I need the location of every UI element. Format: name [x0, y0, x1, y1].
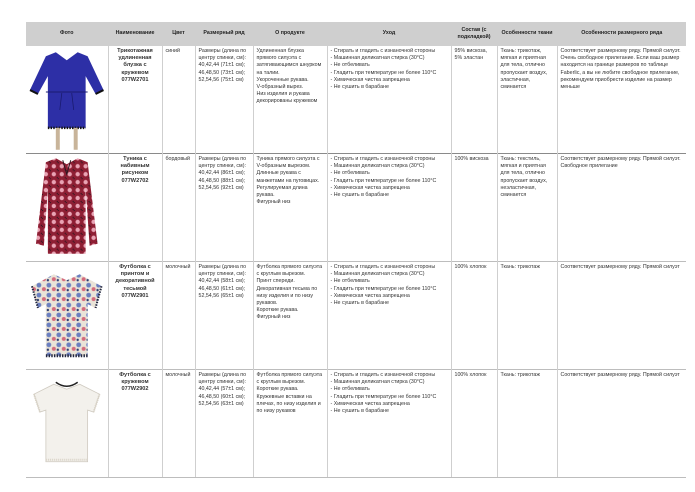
- product-photo: [26, 370, 108, 478]
- header-care: Уход: [327, 22, 451, 46]
- header-about: О продукте: [253, 22, 327, 46]
- product-photo: [26, 46, 108, 154]
- product-about: Футболка прямого силуэта с круглым вырезом. Короткие рукава. Кружевные вставки на плечах, по низу изделия и по низу рукавов: [253, 370, 327, 478]
- product-photo: [26, 262, 108, 370]
- product-fabric: Ткань: текстиль, мягкая и приятная для тела, отлично пропускает воздух, неэластичная, сминается: [497, 154, 557, 262]
- product-sizes: Размеры (длина по центру спинки, см): 40,42,44 (71±1 см); 46,48,50 (73±1 см); 52,54,56 (75±1 см): [195, 46, 253, 154]
- table-row: [26, 262, 686, 370]
- product-about: Удлиненная блузка прямого силуэта с затягивающимся шнурком на талии. Укороченные рукава. V-образный вырез. Низ изделия и рукава декорированы кружевом: [253, 46, 327, 154]
- product-sizes: Размеры (длина по центру спинки, см): 40,42,44 (86±1 см); 46,48,50 (88±1 см); 52,54,56 (92±1 см): [195, 154, 253, 262]
- table-row: [26, 46, 686, 154]
- product-care: - Стирать и гладить с изнаночной стороны - Машинная деликатная стирка (30°С) - Не отбеливать - Гладить при температуре не более 110°С - Химическая чистка запрещена - Не сушить в барабане: [327, 154, 451, 262]
- product-composition: 100% хлопок: [451, 370, 497, 478]
- product-color: бордовый: [162, 154, 195, 262]
- product-color: синий: [162, 46, 195, 154]
- product-fit: Соответствует размерному ряду. Прямой силуэт. Свободное прилегание: [557, 154, 686, 262]
- product-composition: 100% вискоза: [451, 154, 497, 262]
- tunic-image: [26, 154, 108, 261]
- product-photo: [26, 154, 108, 262]
- product-table: [26, 22, 686, 478]
- product-sizes: Размеры (длина по центру спинки, см): 40,42,44 (57±1 см); 46,48,50 (60±1 см); 52,54,56 (63±1 см): [195, 370, 253, 478]
- header-fabric: Особенности ткани: [497, 22, 557, 46]
- product-fabric: Ткань: трикотаж: [497, 262, 557, 370]
- product-care: - Стирать и гладить с изнаночной стороны - Машинная деликатная стирка (30°С) - Не отбеливать - Гладить при температуре не более 110°С - Химическая чистка запрещена - Не сушить в барабане: [327, 46, 451, 154]
- product-name: Футболка с принтом и декоративной тесьмой 077W2901: [108, 262, 162, 370]
- product-name: Трикотажная удлиненная блузка с кружевом 077W2701: [108, 46, 162, 154]
- table-row: [26, 370, 686, 478]
- product-fit: Соответствует размерному ряду. Прямой силуэт: [557, 370, 686, 478]
- header-name: Наименование: [108, 22, 162, 46]
- header-composition: Состав (с подкладкой): [451, 22, 497, 46]
- blouse-image: [26, 46, 108, 153]
- header-sizes: Размерный ряд: [195, 22, 253, 46]
- product-name: Футболка с кружевом 077W2902: [108, 370, 162, 478]
- product-sizes: Размеры (длина по центру спинки, см): 40,42,44 (58±1 см); 46,48,50 (61±1 см); 52,54,56 (65±1 см): [195, 262, 253, 370]
- product-about: Футболка прямого силуэта с круглым вырезом. Принт спереди. Декоративная тесьма по низу изделия и по низу рукавов. Короткие рукава. Фигурный низ: [253, 262, 327, 370]
- product-about: Туника прямого силуэта с V-образным вырезом. Длинные рукава с манжетами на пуговицах. Регулируемая длина рукава. Фигурный низ: [253, 154, 327, 262]
- product-fabric: Ткань: трикотаж, мягкая и приятная для тела, отлично пропускает воздух, эластичная, сминается: [497, 46, 557, 154]
- product-color: молочный: [162, 370, 195, 478]
- product-name: Туника с набивным рисунком 077W2702: [108, 154, 162, 262]
- product-color: молочный: [162, 262, 195, 370]
- lace-tshirt-image: [26, 370, 108, 477]
- table-row: [26, 154, 686, 262]
- table-header-row: [26, 22, 686, 46]
- product-composition: 95% вискоза, 5% эластан: [451, 46, 497, 154]
- product-fit: Соответствует размерному ряду. Прямой силуэт: [557, 262, 686, 370]
- header-photo: Фото: [26, 22, 108, 46]
- swatch-fill: [30, 52, 104, 128]
- product-fit: Соответствует размерному ряду. Прямой силуэт. Очень свободное прилегание. Если ваш размер находится на границе размеров по таблице Faberlic, а вы не любите свободное прилегание, рекомендуем приобрести изделие на размер меньше: [557, 46, 686, 154]
- header-color: Цвет: [162, 22, 195, 46]
- product-care: - Стирать и гладить с изнаночной стороны - Машинная деликатная стирка (30°С) - Не отбеливать - Гладить при температуре не более 110°С - Химическая чистка запрещена - Не сушить в барабане: [327, 370, 451, 478]
- product-care: - Стирать и гладить с изнаночной стороны - Машинная деликатная стирка (30°С) - Не отбеливать - Гладить при температуре не более 110°С - Химическая чистка запрещена - Не сушить в барабане: [327, 262, 451, 370]
- product-composition: 100% хлопок: [451, 262, 497, 370]
- printed-tshirt-image: [26, 262, 108, 369]
- product-fabric: Ткань: трикотаж: [497, 370, 557, 478]
- header-fit: Особенности размерного ряда: [557, 22, 686, 46]
